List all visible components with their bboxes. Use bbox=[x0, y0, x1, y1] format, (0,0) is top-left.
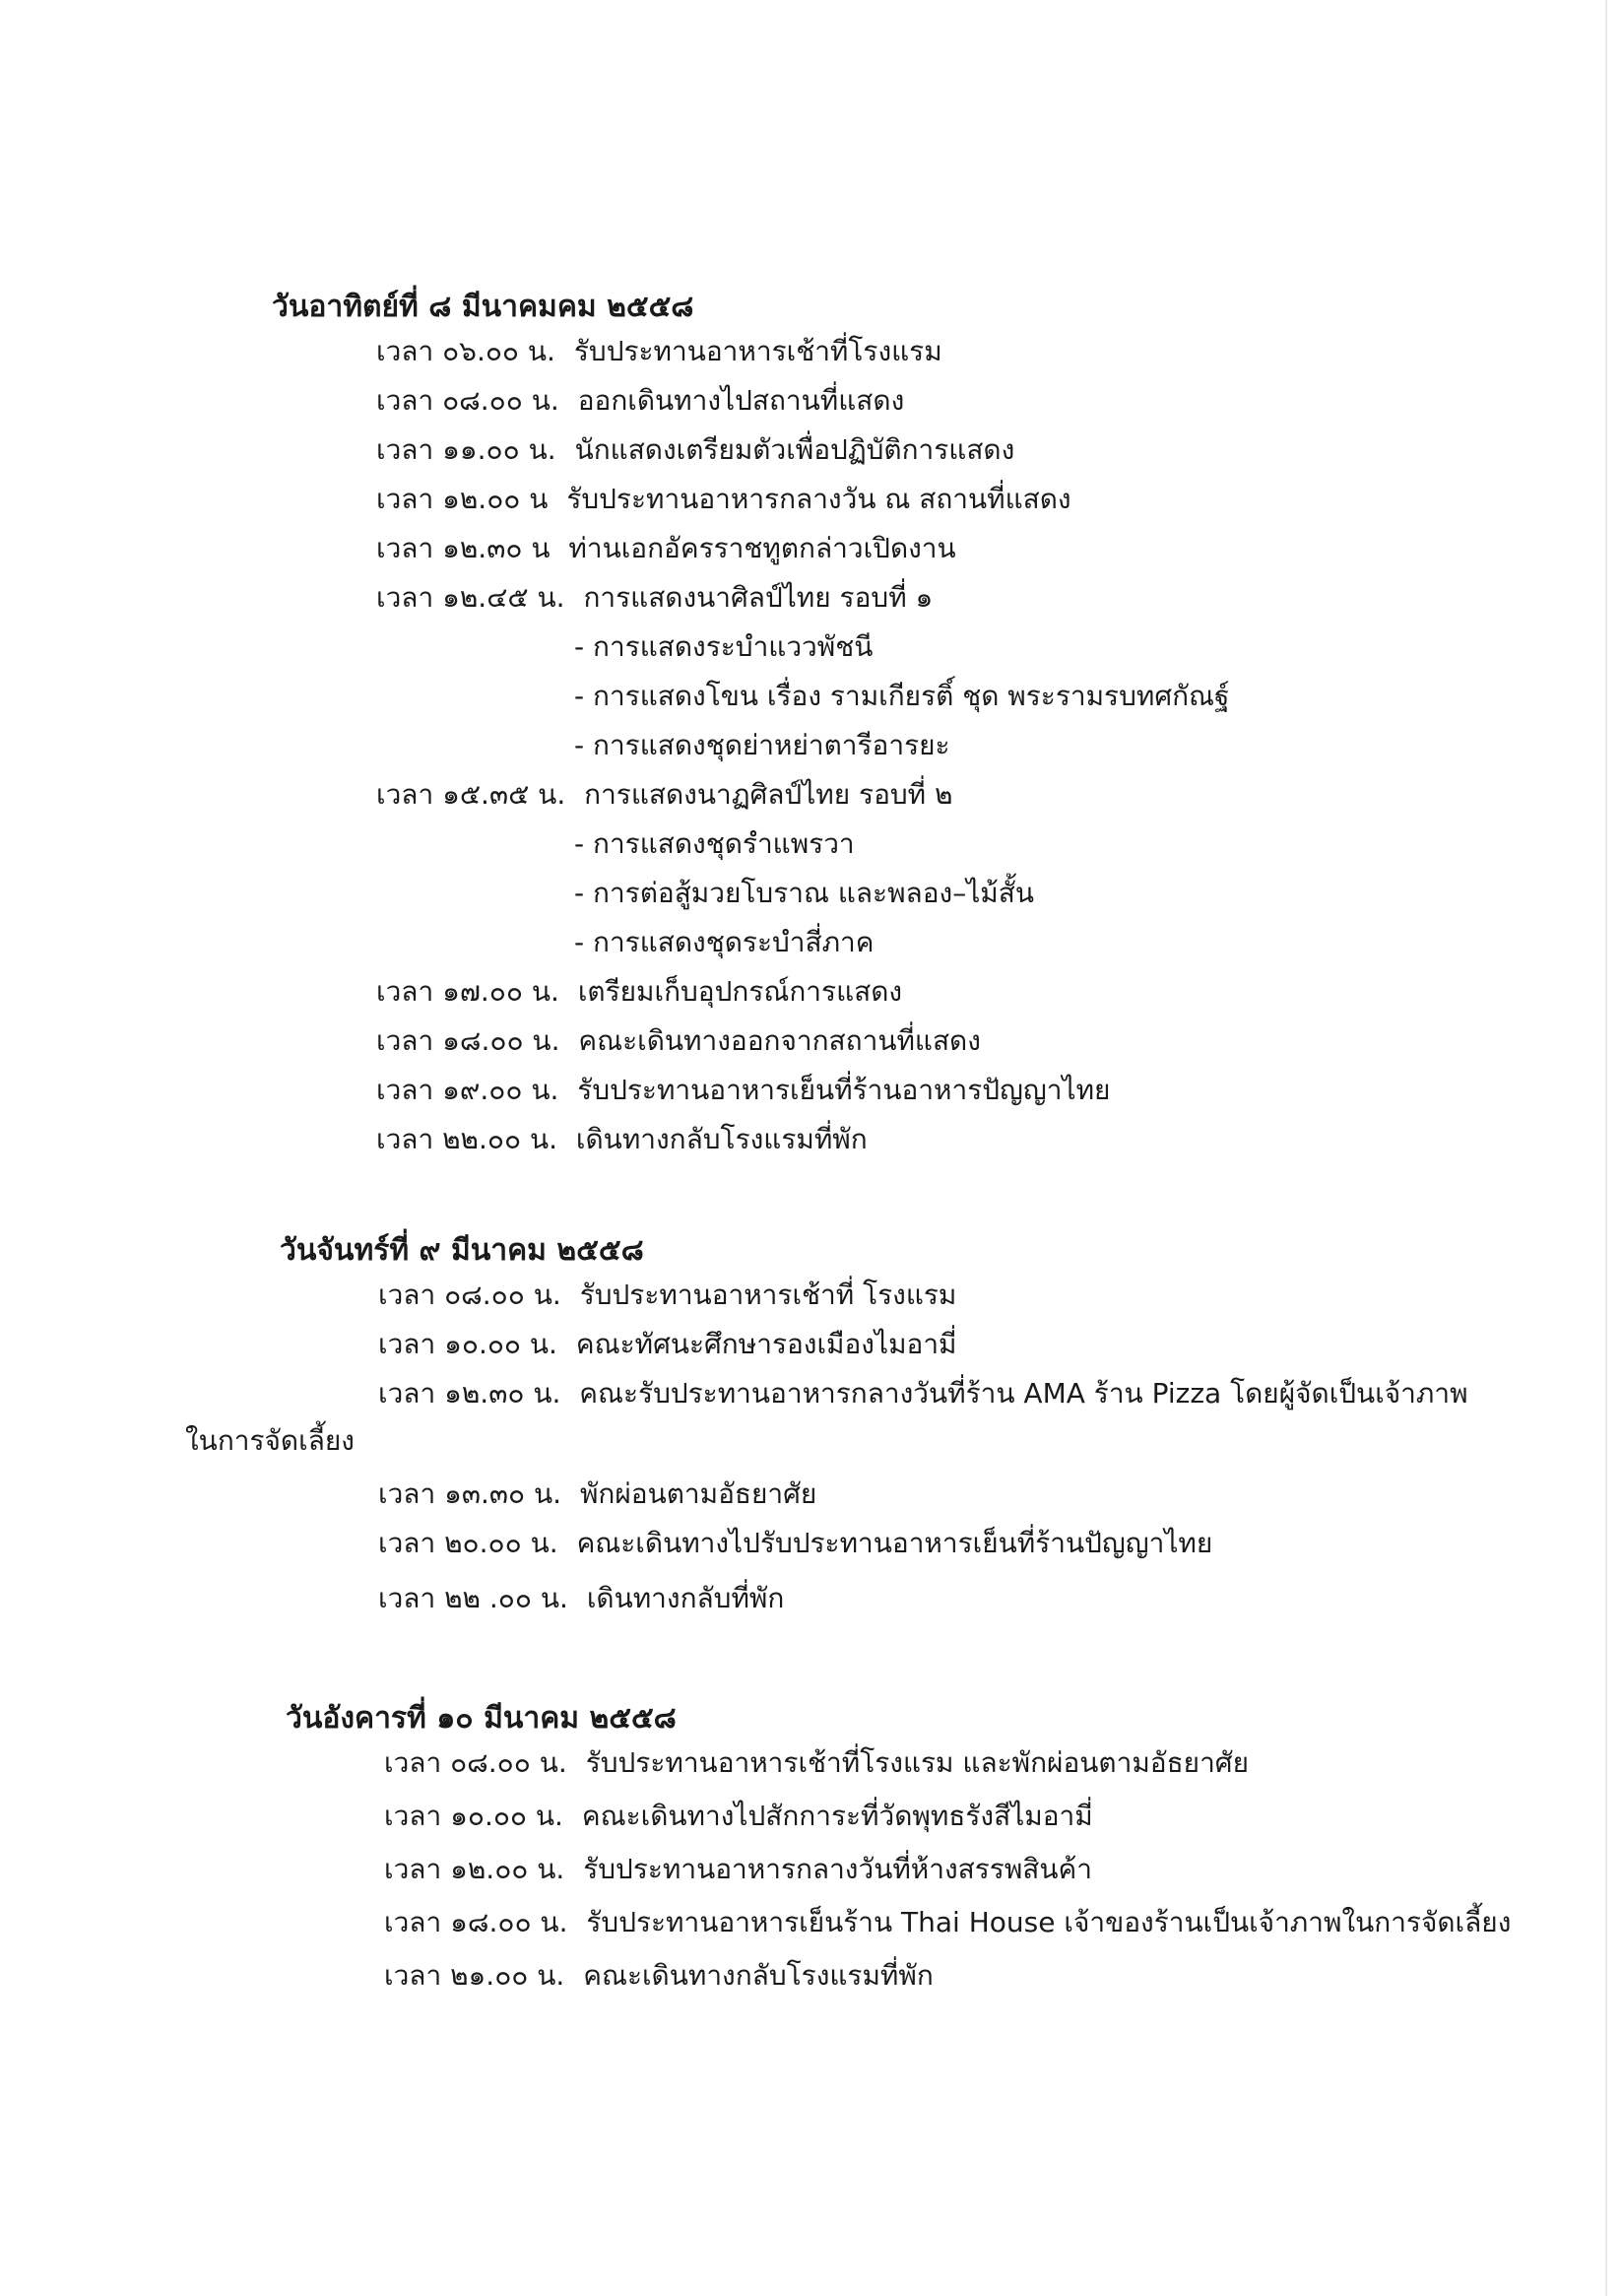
schedule-activity: ออกเดินทางไปสถานที่แสดง bbox=[577, 384, 905, 417]
schedule-line bbox=[376, 382, 1621, 431]
sub-item: - การต่อสู้มวยโบราณ และพลอง–ไม้สั้น bbox=[574, 877, 1034, 909]
sub-item: - การแสดงโขน เรื่อง รามเกียรติ์ ชุด พระรามรบทศกัณฐ์ bbox=[574, 680, 1230, 712]
schedule-time: เวลา ๑๙.๐๐ น. bbox=[376, 1074, 559, 1106]
schedule-time: เวลา ๒๒.๐๐ น. bbox=[376, 1123, 558, 1155]
schedule-line bbox=[378, 1277, 1621, 1326]
schedule-line bbox=[384, 1904, 1621, 1957]
schedule-time: เวลา ๑๘.๐๐ น. bbox=[384, 1906, 568, 1938]
schedule-time: เวลา ๒๑.๐๐ น. bbox=[384, 1959, 565, 1992]
schedule-line bbox=[376, 776, 1621, 825]
schedule-time: เวลา ๑๒.๐๐ น. bbox=[384, 1853, 565, 1885]
schedule-line bbox=[376, 530, 1621, 579]
schedule-time: เวลา ๑๒.๐๐ น bbox=[376, 483, 549, 515]
schedule-line bbox=[378, 1525, 1621, 1580]
schedule-time: เวลา ๐๖.๐๐ น. bbox=[376, 335, 555, 367]
schedule-activity: รับประทานอาหารกลางวัน ณ สถานที่แสดง bbox=[566, 483, 1071, 515]
schedule-time: เวลา ๑๒.๓๐ น bbox=[376, 532, 551, 564]
day-heading: วันอาทิตย์ที่ ๘ มีนาคมคม ๒๕๕๘ bbox=[272, 290, 694, 324]
schedule-line bbox=[378, 1580, 1621, 1629]
schedule-time: เวลา ๑๑.๐๐ น. bbox=[376, 433, 556, 466]
schedule-line bbox=[378, 1476, 1621, 1525]
schedule-time: เวลา ๐๘.๐๐ น. bbox=[384, 1746, 567, 1779]
schedule-line bbox=[384, 1851, 1621, 1904]
schedule-time: เวลา ๑๐.๐๐ น. bbox=[378, 1328, 557, 1360]
schedule-line bbox=[376, 579, 1621, 628]
schedule-line bbox=[376, 1072, 1621, 1121]
sub-item: - การแสดงชุดย่าหย่าตารีอารยะ bbox=[574, 729, 950, 761]
schedule-activity: เดินทางกลับที่พัก bbox=[586, 1582, 785, 1614]
schedule-activity: รับประทานอาหารเช้าที่ โรงแรม bbox=[579, 1279, 957, 1311]
schedule-line bbox=[378, 1326, 1621, 1375]
sub-item: - การแสดงชุดระบำสี่ภาค bbox=[574, 926, 875, 958]
day-heading: วันอังคารที่ ๑๐ มีนาคม ๒๕๕๘ bbox=[286, 1701, 677, 1736]
schedule-line bbox=[376, 333, 1621, 382]
schedule-line bbox=[378, 1375, 1621, 1422]
schedule-activity: คณะเดินทางไปรับประทานอาหารเย็นที่ร้านปัญญาไทย bbox=[576, 1527, 1213, 1559]
schedule-line bbox=[376, 481, 1621, 530]
schedule-time: เวลา ๑๗.๐๐ น. bbox=[376, 975, 559, 1008]
schedule-activity: คณะเดินทางออกจากสถานที่แสดง bbox=[578, 1024, 981, 1057]
schedule-line bbox=[376, 1022, 1621, 1072]
day-section-sunday bbox=[0, 288, 1621, 1170]
schedule-activity: รับประทานอาหารเช้าที่โรงแรม bbox=[573, 335, 942, 367]
schedule-time: เวลา ๐๘.๐๐ น. bbox=[376, 384, 559, 417]
schedule-activity: รับประทานอาหารเย็นร้าน Thai House เจ้าของร้านเป็นเจ้าภาพในการจัดเลี้ยง bbox=[586, 1906, 1512, 1938]
schedule-time: เวลา ๐๘.๐๐ น. bbox=[378, 1279, 561, 1311]
schedule-time: เวลา ๑๓.๓๐ น. bbox=[378, 1477, 562, 1510]
schedule-activity: คณะรับประทานอาหารกลางวันที่ร้าน AMA ร้าน Pizza โดยผู้จัดเป็นเจ้าภาพ bbox=[579, 1377, 1468, 1410]
schedule-activity: เดินทางกลับโรงแรมที่พัก bbox=[575, 1123, 868, 1155]
schedule-line bbox=[376, 431, 1621, 481]
schedule-line bbox=[384, 1798, 1621, 1851]
schedule-time: เวลา ๒๐.๐๐ น. bbox=[378, 1527, 558, 1559]
continuation-line: ในการจัดเลี้ยง bbox=[185, 1424, 355, 1457]
schedule-activity: การแสดงนาฏศิลป์ไทย รอบที่ ๒ bbox=[584, 778, 953, 811]
day-section-monday bbox=[0, 1231, 1621, 1629]
schedule-time: เวลา ๑๘.๐๐ น. bbox=[376, 1024, 560, 1057]
schedule-time: เวลา ๒๒ .๐๐ น. bbox=[378, 1582, 568, 1614]
schedule-activity: การแสดงนาศิลป์ไทย รอบที่ ๑ bbox=[583, 581, 934, 614]
schedule-activity: คณะเดินทางไปสักการะที่วัดพุทธรังสีไมอามี่ bbox=[581, 1800, 1093, 1832]
schedule-time: เวลา ๑๕.๓๕ น. bbox=[376, 778, 566, 811]
schedule-line bbox=[384, 1957, 1621, 2010]
schedule-activity: เตรียมเก็บอุปกรณ์การแสดง bbox=[577, 975, 903, 1008]
schedule-line bbox=[376, 973, 1621, 1022]
schedule-time: เวลา ๑๒.๓๐ น. bbox=[378, 1377, 561, 1410]
schedule-line bbox=[376, 1121, 1621, 1170]
schedule-time: เวลา ๑๐.๐๐ น. bbox=[384, 1800, 563, 1832]
schedule-activity: รับประทานอาหารเช้าที่โรงแรม และพักผ่อนตามอัธยาศัย bbox=[585, 1746, 1249, 1779]
schedule-activity: คณะเดินทางกลับโรงแรมที่พัก bbox=[583, 1959, 934, 1992]
schedule-activity: ท่านเอกอัครราชทูตกล่าวเปิดงาน bbox=[568, 532, 956, 564]
schedule-activity: พักผ่อนตามอัธยาศัย bbox=[579, 1477, 817, 1510]
schedule-activity: คณะทัศนะศึกษารองเมืองไมอามี่ bbox=[575, 1328, 957, 1360]
schedule-activity: รับประทานอาหารเย็นที่ร้านอาหารปัญญาไทย bbox=[577, 1074, 1111, 1106]
sub-item: - การแสดงระบำแววพัชนี bbox=[574, 630, 874, 663]
schedule-activity: รับประทานอาหารกลางวันที่ห้างสรรพสินค้า bbox=[583, 1853, 1092, 1885]
sub-item: - การแสดงชุดรำแพรวา bbox=[574, 827, 855, 860]
schedule-line bbox=[384, 1744, 1621, 1798]
schedule-activity: นักแสดงเตรียมตัวเพื่อปฏิบัติการแสดง bbox=[574, 433, 1015, 466]
schedule-time: เวลา ๑๒.๔๕ น. bbox=[376, 581, 565, 614]
day-section-tuesday bbox=[0, 1699, 1621, 2010]
day-heading: วันจันทร์ที่ ๙ มีนาคม ๒๕๕๘ bbox=[280, 1233, 644, 1268]
